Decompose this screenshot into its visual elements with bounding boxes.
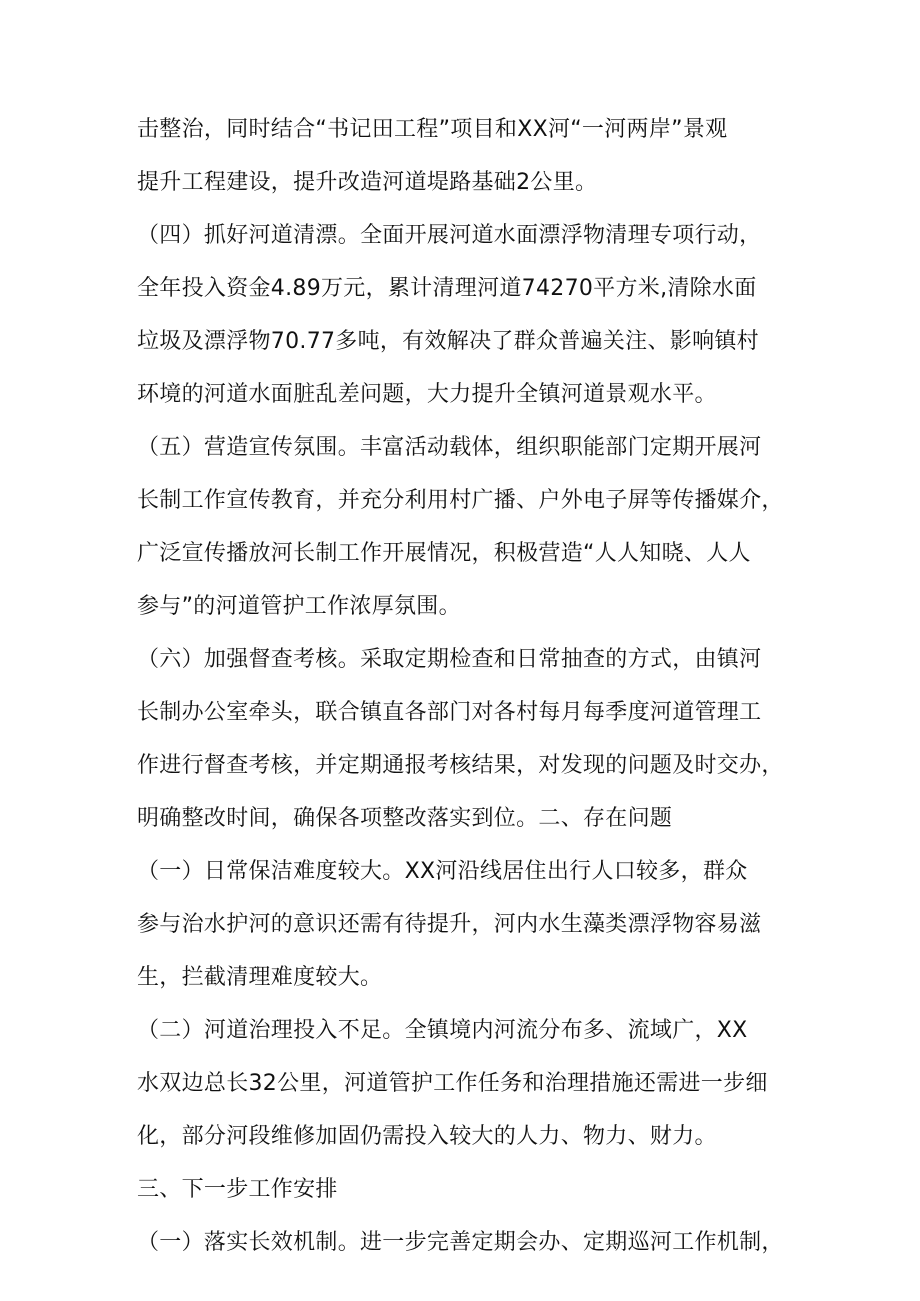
text-line-15: （一）日常保洁难度较大。XX河沿线居住出行人口较多，群众 [137, 859, 748, 884]
text-line-8: 长制工作宣传教育，并充分利用村广播、户外电子屏等传播媒介， [137, 488, 784, 513]
text-line-6: 环境的河道水面脏乱差问题，大力提升全镇河道景观水平。 [137, 382, 717, 407]
text-line-4: 全年投入资金4.89万元，累计清理河道74270平方米,清除水面 [137, 276, 757, 301]
text-line-22: （一）落实长效机制。进一步完善定期会办、定期巡河工作机制， [137, 1230, 784, 1255]
text-line-19: 水双边总长32公里，河道管护工作任务和治理措施还需进一步细 [137, 1071, 768, 1096]
text-line-17: 生，拦截清理难度较大。 [137, 965, 383, 990]
text-line-11: （六）加强督查考核。采取定期检查和日常抽查的方式，由镇河 [137, 647, 762, 672]
text-line-2: 提升工程建设，提升改造河道堤路基础2公里。 [137, 170, 598, 195]
text-line-16: 参与治水护河的意识还需有待提升，河内水生藻类漂浮物容易滋 [137, 912, 762, 937]
text-line-7: （五）营造宣传氛围。丰富活动载体，组织职能部门定期开展河 [137, 435, 762, 460]
text-line-10: 参与”的河道管护工作浓厚氛围。 [137, 594, 461, 619]
text-line-14: 明确整改时间，确保各项整改落实到位。二、存在问题 [137, 806, 673, 831]
text-line-12: 长制办公室牵头，联合镇直各部门对各村每月每季度河道管理工 [137, 700, 762, 725]
text-line-20: 化，部分河段维修加固仍需投入较大的人力、物力、财力。 [137, 1124, 717, 1149]
text-line-1: 击整治，同时结合“书记田工程”项目和XX河“一河两岸”景观 [137, 117, 728, 142]
text-line-13: 作进行督查考核，并定期通报考核结果，对发现的问题及时交办， [137, 753, 784, 778]
section-heading: 三、下一步工作安排 [137, 1177, 338, 1202]
text-line-18: （二）河道治理投入不足。全镇境内河流分布多、流域广，XX [137, 1018, 748, 1043]
text-line-3: （四）抓好河道清漂。全面开展河道水面漂浮物清理专项行动， [137, 223, 762, 248]
text-line-9: 广泛宣传播放河长制工作开展情况，积极营造“人人知晓、人人 [137, 541, 751, 566]
text-line-5: 垃圾及漂浮物70.77多吨，有效解决了群众普遍关注、影响镇村 [137, 329, 759, 354]
